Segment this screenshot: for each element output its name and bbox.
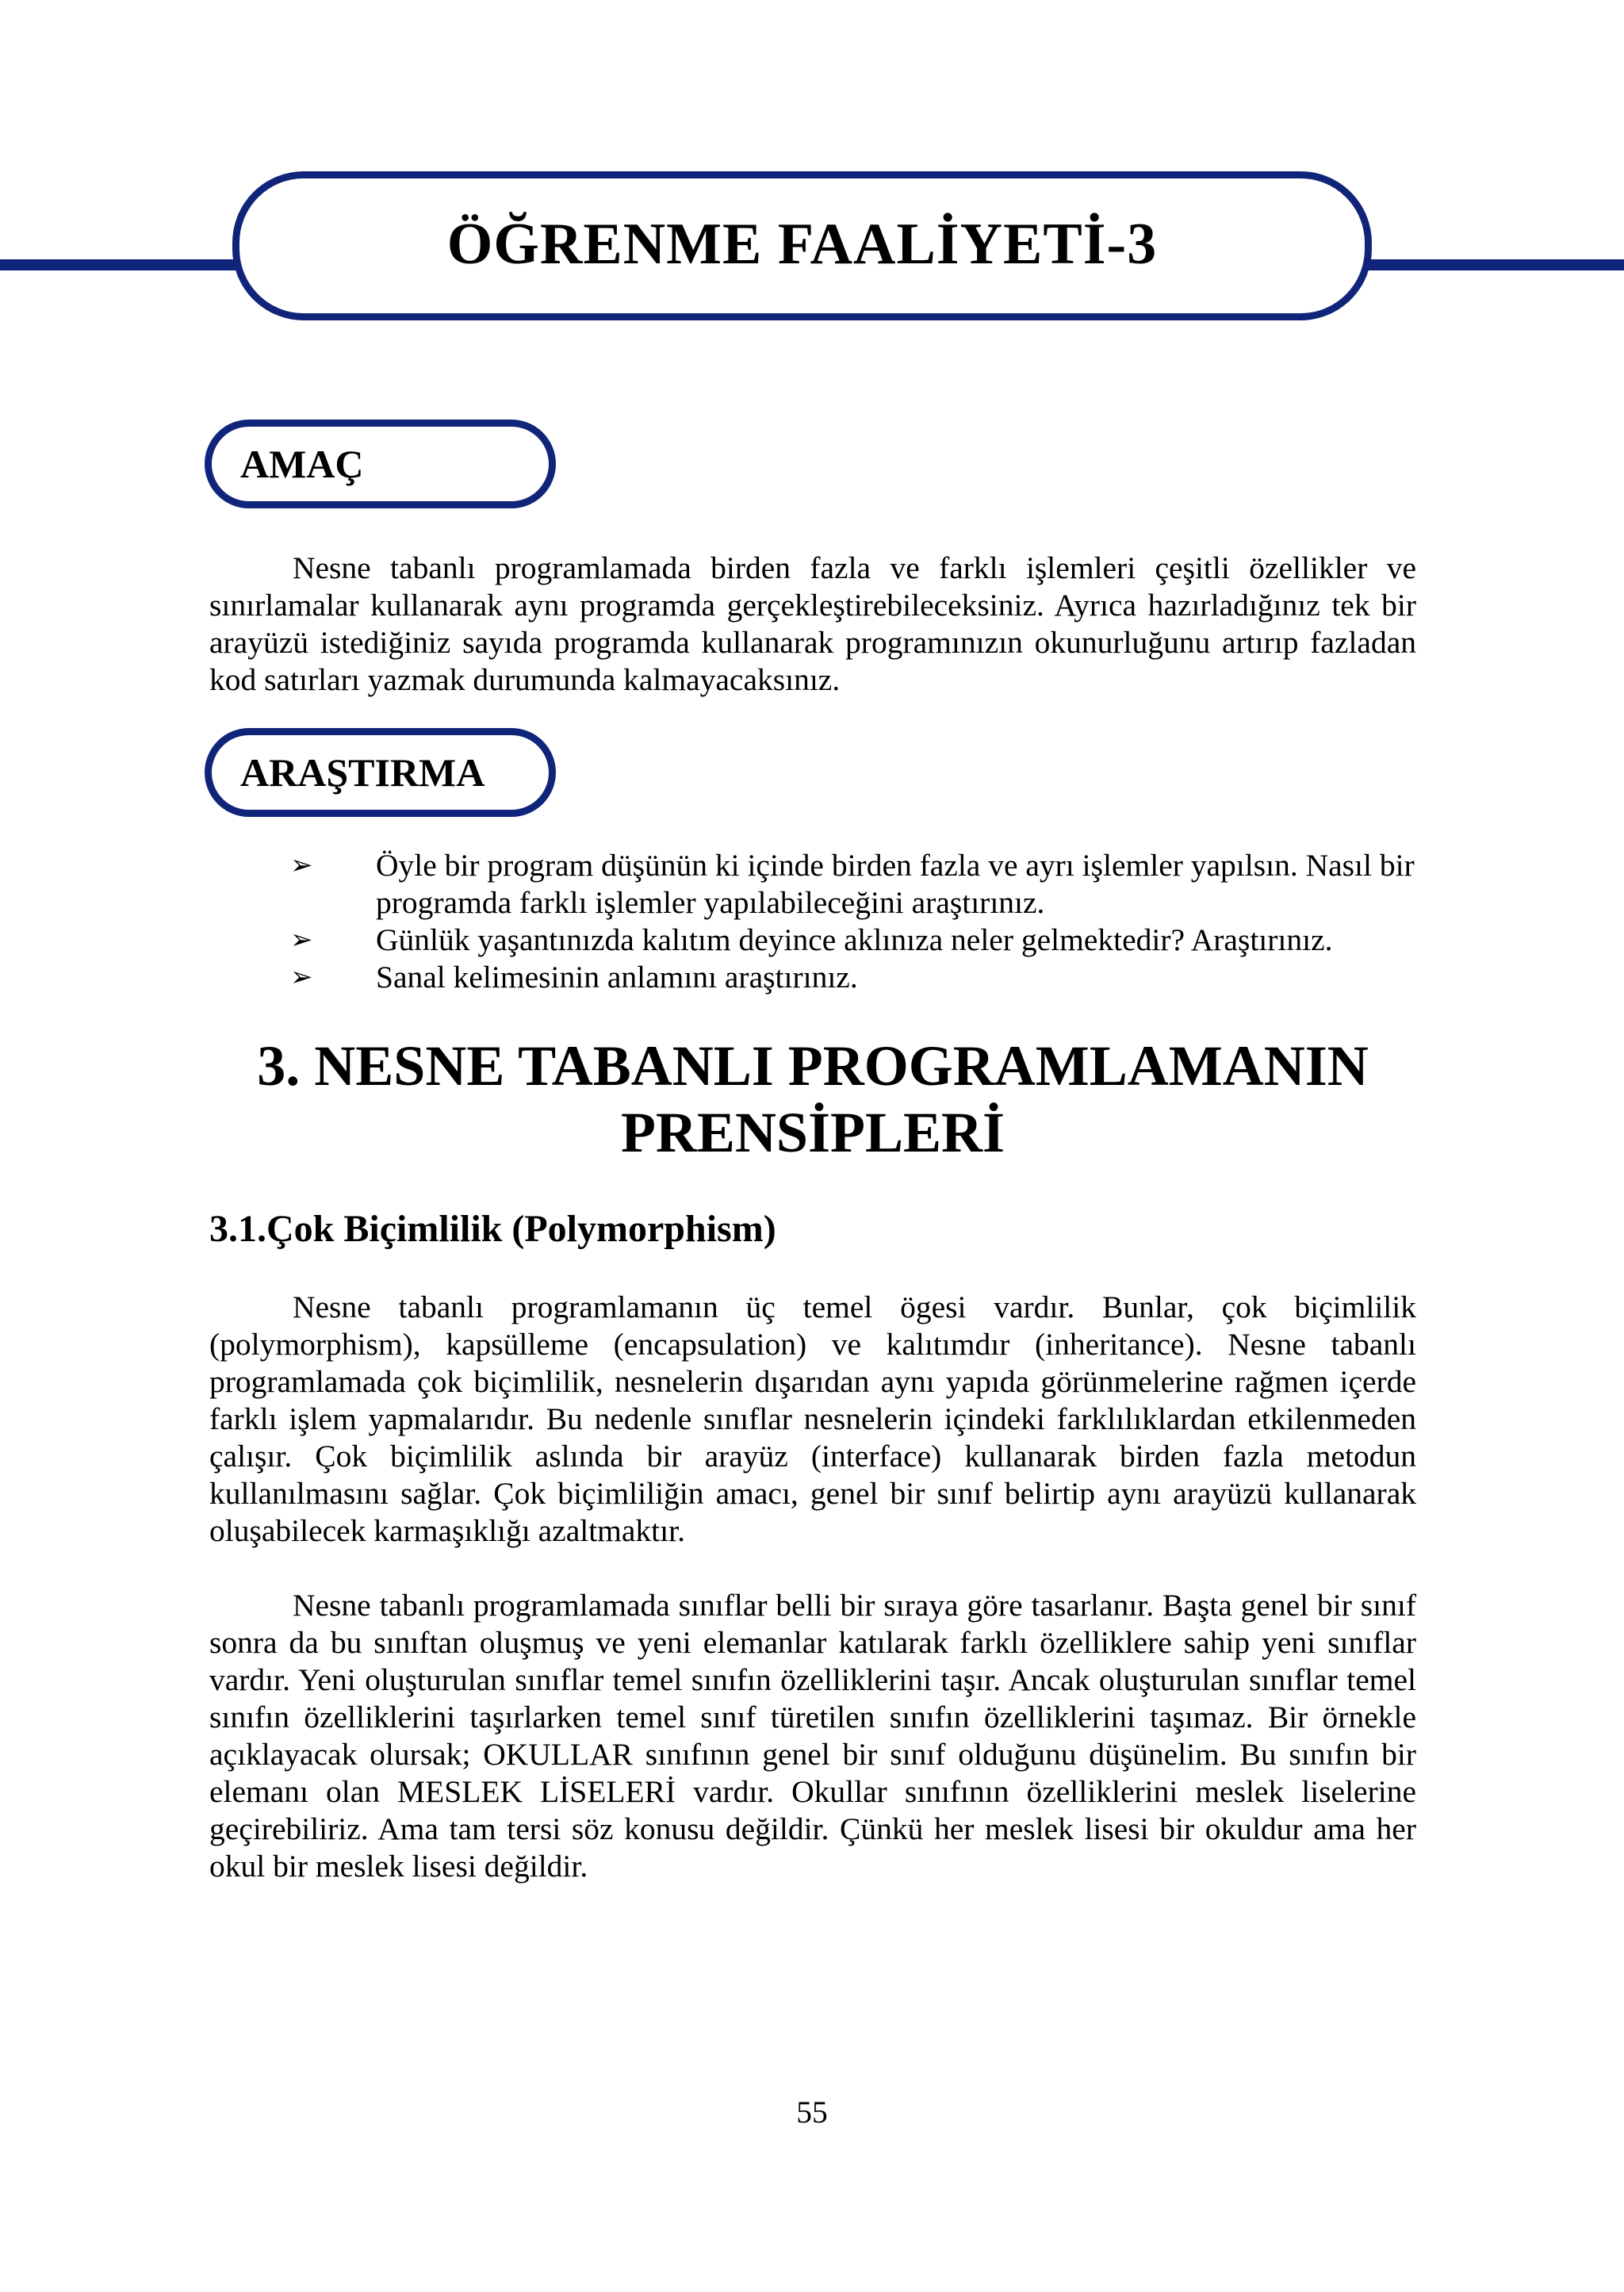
section-paragraph-2: Nesne tabanlı programlamada sınıflar belli bir sıraya göre tasarlanır. Başta genel bir sınıf sonra da bu sınıftan oluşmuş ve yeni elemanlar katılarak farklı özelliklere sahip yeni sınıflar vardır. Yeni oluşturulan sınıflar temel sınıfın özelliklerini taşır. Ancak oluşturulan sınıflar temel sınıfın özelliklerini taşırlarken temel sınıf türetilen sınıfın özelliklerini taşımaz. Bir örnekle açıklayacak olursak; OKULLAR sınıfının genel bir sınıf olduğunu düşünelim. Bu sınıfın bir elemanı olan MESLEK LİSELERİ vardır. Okullar sınıfının özelliklerini meslek liselerine geçirebiliriz. Ama tam tersi söz konusu değildir. Çünkü her meslek lisesi bir okuldur ama her okul bir meslek lisesi değildir. — [209, 1588, 1416, 1884]
arrow-bullet-icon: ➢ — [290, 961, 313, 993]
chapter-heading-line1: 3. NESNE TABANLI PROGRAMLAMANIN — [257, 1034, 1369, 1098]
banner-rule-right — [1364, 259, 1624, 270]
arastirma-pill — [205, 728, 556, 817]
list-item-text: Sanal kelimesinin anlamını araştırınız. — [376, 960, 858, 995]
chapter-heading-line2: PRENSİPLERİ — [620, 1101, 1005, 1164]
section-paragraph-1: Nesne tabanlı programlamanın üç temel ögesi vardır. Bunlar, çok biçimlilik (polymorphism), kapsülleme (encapsulation) ve kalıtımdır (inheritance). Nesne tabanlı programlamada çok biçimlilik, nesnelerin dışarıdan aynı yapıda görünmelerine rağmen içerde farklı işlem yapmalarıdır. Bu nedenle sınıflar nesnelerin içindeki farklılıklardan etkilenmeden çalışır. Çok biçimlilik aslında bir arayüz (interface) kullanarak birden fazla metodun kullanılmasını sağlar. Çok biçimliliğin amacı, genel bir sınıf belirtip aynı arayüzü kullanarak oluşabilecek karmaşıklığı azaltmaktır. — [209, 1290, 1416, 1548]
activity-banner — [232, 171, 1372, 320]
list-item-text: Öyle bir program düşünün ki içinde birden fazla ve ayrı işlemler yapılsın. Nasıl bir programda farklı işlemler yapılabileceğini araştırınız. — [376, 848, 1415, 920]
arrow-bullet-icon: ➢ — [290, 924, 313, 956]
list-item — [209, 959, 1416, 996]
arastirma-list — [209, 847, 1416, 996]
arastirma-label: ARAŞTIRMA — [240, 750, 485, 795]
activity-title: ÖĞRENME FAALİYETİ-3 — [446, 211, 1158, 277]
chapter-heading — [209, 1033, 1416, 1166]
amac-pill — [205, 420, 556, 508]
arrow-bullet-icon: ➢ — [290, 849, 313, 881]
page-number: 55 — [796, 2095, 828, 2129]
amac-paragraph: Nesne tabanlı programlamada birden fazla ve farklı işlemleri çeşitli özellikler ve sınırlamalar kullanarak aynı programda gerçekleştirebileceksiniz. Ayrıca hazırladığınız tek bir arayüzü istediğiniz sayıda programda kullanarak programınızın okunurluğunu artırıp fazladan kod satırları yazmak durumunda kalmayacaksınız. — [209, 550, 1416, 697]
list-item — [209, 922, 1416, 959]
amac-label: AMAÇ — [240, 442, 364, 486]
banner-rule-left — [0, 259, 242, 270]
section-heading: 3.1.Çok Biçimlilik (Polymorphism) — [209, 1208, 776, 1250]
list-item-text: Günlük yaşantınızda kalıtım deyince aklınıza neler gelmektedir? Araştırınız. — [376, 922, 1333, 957]
list-item — [209, 847, 1416, 922]
